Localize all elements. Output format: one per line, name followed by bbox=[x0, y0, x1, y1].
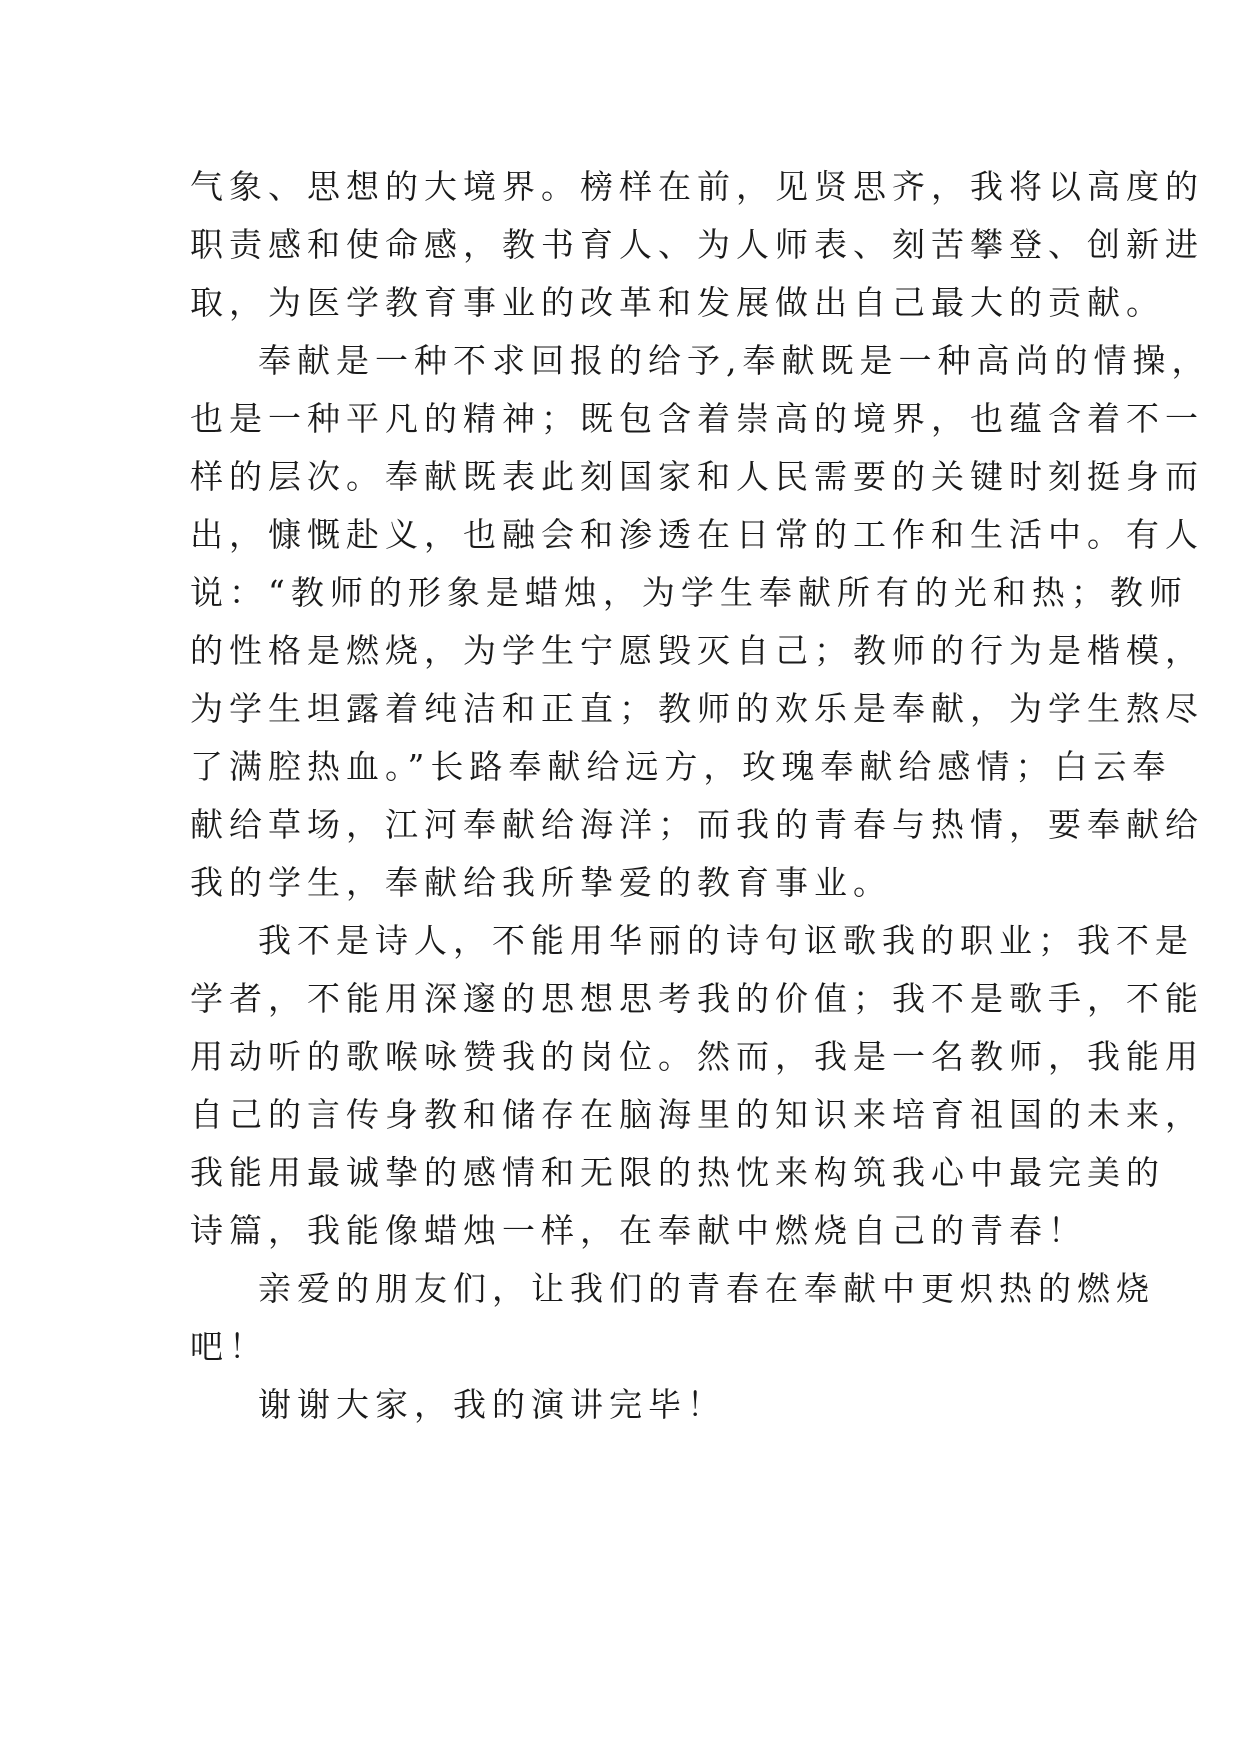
text-line: 学者，不能用深邃的思想思考我的价值；我不是歌手，不能 bbox=[190, 979, 1204, 1018]
text-line: 气象、思想的大境界。榜样在前，见贤思齐，我将以高度的 bbox=[190, 167, 1204, 206]
text-line: 职责感和使命感，教书育人、为人师表、刻苦攀登、创新进 bbox=[190, 225, 1204, 264]
paragraph-start-line: 我不是诗人，不能用华丽的诗句讴歌我的职业；我不是 bbox=[258, 921, 1194, 960]
text-line: 吧！ bbox=[190, 1327, 268, 1366]
text-line: 也是一种平凡的精神；既包含着崇高的境界，也蕴含着不一 bbox=[190, 399, 1204, 438]
text-line: 用动听的歌喉咏赞我的岗位。然而，我是一名教师，我能用 bbox=[190, 1037, 1204, 1076]
text-line: 我的学生，奉献给我所挚爱的教育事业。 bbox=[190, 863, 892, 902]
text-line: 诗篇，我能像蜡烛一样，在奉献中燃烧自己的青春！ bbox=[190, 1211, 1087, 1250]
text-line: 了满腔热血。”长路奉献给远方，玫瑰奉献给感情；白云奉 bbox=[190, 747, 1172, 786]
text-line: 的性格是燃烧，为学生宁愿毁灭自己；教师的行为是楷模， bbox=[190, 631, 1204, 670]
text-line: 我能用最诚挚的感情和无限的热忱来构筑我心中最完美的 bbox=[190, 1153, 1165, 1192]
text-line: 取，为医学教育事业的改革和发展做出自己最大的贡献。 bbox=[190, 283, 1165, 322]
text-line: 样的层次。奉献既表此刻国家和人民需要的关键时刻挺身而 bbox=[190, 457, 1204, 496]
text-line: 出，慷慨赴义，也融会和渗透在日常的工作和生活中。有人 bbox=[190, 515, 1204, 554]
speech-text bbox=[190, 158, 1211, 1434]
paragraph-start-line: 亲爱的朋友们，让我们的青春在奉献中更炽热的燃烧 bbox=[258, 1269, 1155, 1308]
text-line: 自己的言传身教和储存在脑海里的知识来培育祖国的未来， bbox=[190, 1095, 1204, 1134]
paragraph-start-line: 奉献是一种不求回报的给予,奉献既是一种高尚的情操， bbox=[258, 341, 1211, 380]
closing-line: 谢谢大家，我的演讲完毕！ bbox=[258, 1385, 726, 1424]
text-line: 为学生坦露着纯洁和正直；教师的欢乐是奉献，为学生熬尽 bbox=[190, 689, 1204, 728]
text-line: 说：“教师的形象是蜡烛，为学生奉献所有的光和热；教师 bbox=[190, 573, 1188, 612]
text-line: 献给草场，江河奉献给海洋；而我的青春与热情，要奉献给 bbox=[190, 805, 1204, 844]
